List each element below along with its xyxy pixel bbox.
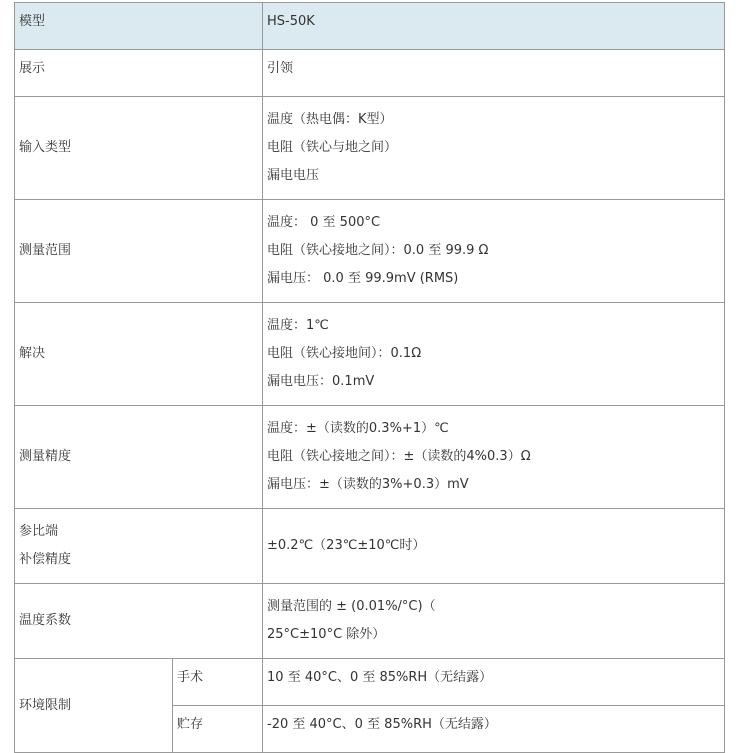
input-type-line: 漏电电压 — [267, 168, 320, 183]
row-value-model: HS-50K — [263, 3, 725, 50]
row-label-accuracy: 测量精度 — [15, 406, 263, 509]
env-operation-label: 手术 — [173, 659, 263, 706]
row-label-resolution: 解决 — [15, 303, 263, 406]
input-type-line: 电阻（铁心与地之间） — [267, 140, 398, 155]
range-line: 电阻（铁心接地之间）：0.0 至 99.9 Ω — [267, 243, 489, 258]
resolution-line: 漏电电压：0.1mV — [267, 374, 375, 389]
table-row-model — [15, 3, 725, 50]
row-label-environment: 环境限制 — [15, 659, 173, 753]
row-value-compensation: ±0.2℃（23℃±10℃时） — [263, 509, 725, 584]
row-value-resolution — [263, 303, 725, 406]
range-line: 温度： 0 至 500°C — [267, 215, 381, 230]
row-value-input-type — [263, 97, 725, 200]
spec-table — [14, 2, 725, 753]
temp-coefficient-line: 测量范围的 ± (0.01%/°C)（ — [267, 599, 436, 614]
compensation-label-line: 参比端 — [19, 524, 59, 539]
table-row-temp-coefficient — [15, 584, 725, 659]
env-storage-label: 贮存 — [173, 706, 263, 753]
resolution-line: 电阻（铁心接地间）：0.1Ω — [267, 346, 422, 361]
row-value-accuracy — [263, 406, 725, 509]
table-row-input-type — [15, 97, 725, 200]
resolution-line: 温度：1℃ — [267, 318, 329, 333]
accuracy-line: 漏电压：±（读数的3%+0.3）mV — [267, 477, 469, 492]
temp-coefficient-line: 25°C±10°C 除外） — [267, 627, 386, 642]
accuracy-line: 电阻（铁心接地之间）：±（读数的4%0.3）Ω — [267, 449, 531, 464]
table-row-display — [15, 50, 725, 97]
table-row-accuracy — [15, 406, 725, 509]
row-label-display: 展示 — [15, 50, 263, 97]
row-value-display: 引领 — [263, 50, 725, 97]
range-line: 漏电压： 0.0 至 99.9mV (RMS) — [267, 271, 459, 286]
table-row-measurement-range — [15, 200, 725, 303]
row-value-measurement-range — [263, 200, 725, 303]
row-label-input-type: 输入类型 — [15, 97, 263, 200]
table-row-resolution — [15, 303, 725, 406]
row-label-model: 模型 — [15, 3, 263, 50]
accuracy-line: 温度：±（读数的0.3%+1）℃ — [267, 421, 449, 436]
input-type-line: 温度（热电偶：K型） — [267, 112, 393, 127]
table-row-compensation — [15, 509, 725, 584]
row-label-temp-coefficient: 温度系数 — [15, 584, 263, 659]
compensation-label-line: 补偿精度 — [19, 552, 72, 567]
env-operation-value: 10 至 40°C、0 至 85%RH（无结露） — [263, 659, 725, 706]
row-label-compensation — [15, 509, 263, 584]
table-row-env-operation — [15, 659, 725, 706]
row-value-temp-coefficient — [263, 584, 725, 659]
row-label-measurement-range: 测量范围 — [15, 200, 263, 303]
env-storage-value: -20 至 40°C、0 至 85%RH（无结露） — [263, 706, 725, 753]
